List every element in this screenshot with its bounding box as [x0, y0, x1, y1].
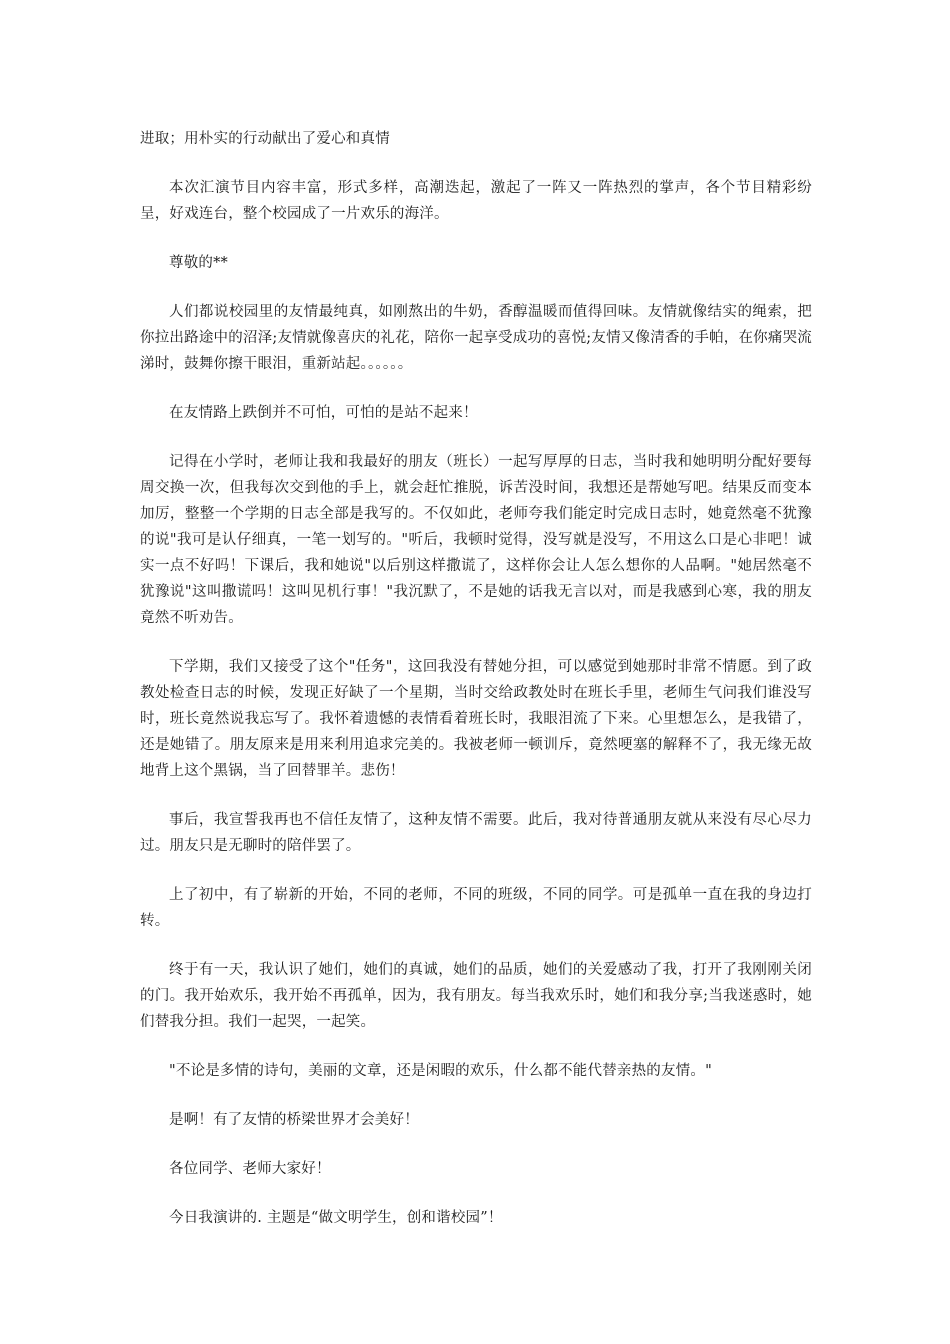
paragraph-10: 终于有一天，我认识了她们，她们的真诚，她们的品质，她们的关爱感动了我，打开了我刚刚关闭的门。我开始欢乐，我开始不再孤单，因为，我有朋友。每当我欢乐时，她们和我分享;当我迷惑时，她们替我分担。我们一起哭，一起笑。 — [140, 962, 812, 1030]
paragraph-11: "不论是多情的诗句，美丽的文章，还是闲暇的欢乐，什么都不能代替亲热的友情。" — [169, 1063, 712, 1079]
paragraph-8: 事后，我宣誓我再也不信任友情了，这种友情不需要。此后，我对待普通朋友就从来没有尽心尽力过。朋友只是无聊时的陪伴罢了。 — [140, 812, 812, 854]
paragraph-1: 进取；用朴实的行动献出了爱心和真情 — [140, 131, 390, 147]
paragraph-9: 上了初中，有了崭新的开始，不同的老师，不同的班级，不同的同学。可是孤单一直在我的身边打转。 — [140, 887, 812, 929]
paragraph-4: 人们都说校园里的友情最纯真，如刚熬出的牛奶，香醇温暖而值得回味。友情就像结实的绳索，把你拉出路途中的沼泽;友情就像喜庆的礼花，陪你一起享受成功的喜悦;友情又像清香的手帕，在你痛哭流涕时，鼓舞你擦干眼泪，重新站起。。。。。。 — [140, 304, 812, 372]
paragraph-2: 本次汇演节目内容丰富，形式多样，高潮迭起，激起了一阵又一阵热烈的掌声，各个节目精彩纷呈，好戏连台，整个校园成了一片欢乐的海洋。 — [140, 180, 812, 222]
paragraph-12: 是啊！有了友情的桥梁世界才会美好！ — [169, 1112, 419, 1128]
paragraph-3: 尊敬的** — [169, 255, 228, 271]
paragraph-7: 下学期，我们又接受了这个"任务"，这回我没有替她分担，可以感觉到她那时非常不情愿。到了政教处检查日志的时候，发现正好缺了一个星期，当时交给政教处时在班长手里，老师生气问我们谁没写时，班长竟然说我忘写了。我怀着遗憾的表情看着班长时，我眼泪流了下来。心里想怎么，是我错了，还是她错了。朋友原来是用来利用追求完美的。我被老师一顿训斥，竟然哽塞的解释不了，我无缘无故地背上这个黑锅，当了回替罪羊。悲伤！ — [140, 659, 812, 779]
document-body — [140, 126, 812, 1231]
paragraph-14: 今日我演讲的. 主题是“做文明学生，创和谐校园”！ — [169, 1210, 503, 1226]
paragraph-6: 记得在小学时，老师让我和我最好的朋友（班长）一起写厚厚的日志，当时我和她明明分配好要每周交换一次，但我每次交到他的手上，就会赶忙推脱，诉苦没时间，我想还是帮她写吧。结果反而变本加厉，整整一个学期的日志全部是我写的。不仅如此，老师夸我们能定时完成日志时，她竟然毫不犹豫的说"我可是认仔细真，一笔一划写的。"听后，我顿时觉得，没写就是没写，不用这么口是心非吧！诚实一点不好吗！下课后，我和她说"以后别这样撒谎了，这样你会让人怎么想你的人品啊。"她居然毫不犹豫说"这叫撒谎吗！这叫见机行事！"我沉默了，不是她的话我无言以对，而是我感到心寒，我的朋友竟然不听劝告。 — [140, 454, 812, 626]
paragraph-5: 在友情路上跌倒并不可怕，可怕的是站不起来！ — [169, 405, 478, 421]
paragraph-13: 各位同学、老师大家好！ — [169, 1161, 331, 1177]
